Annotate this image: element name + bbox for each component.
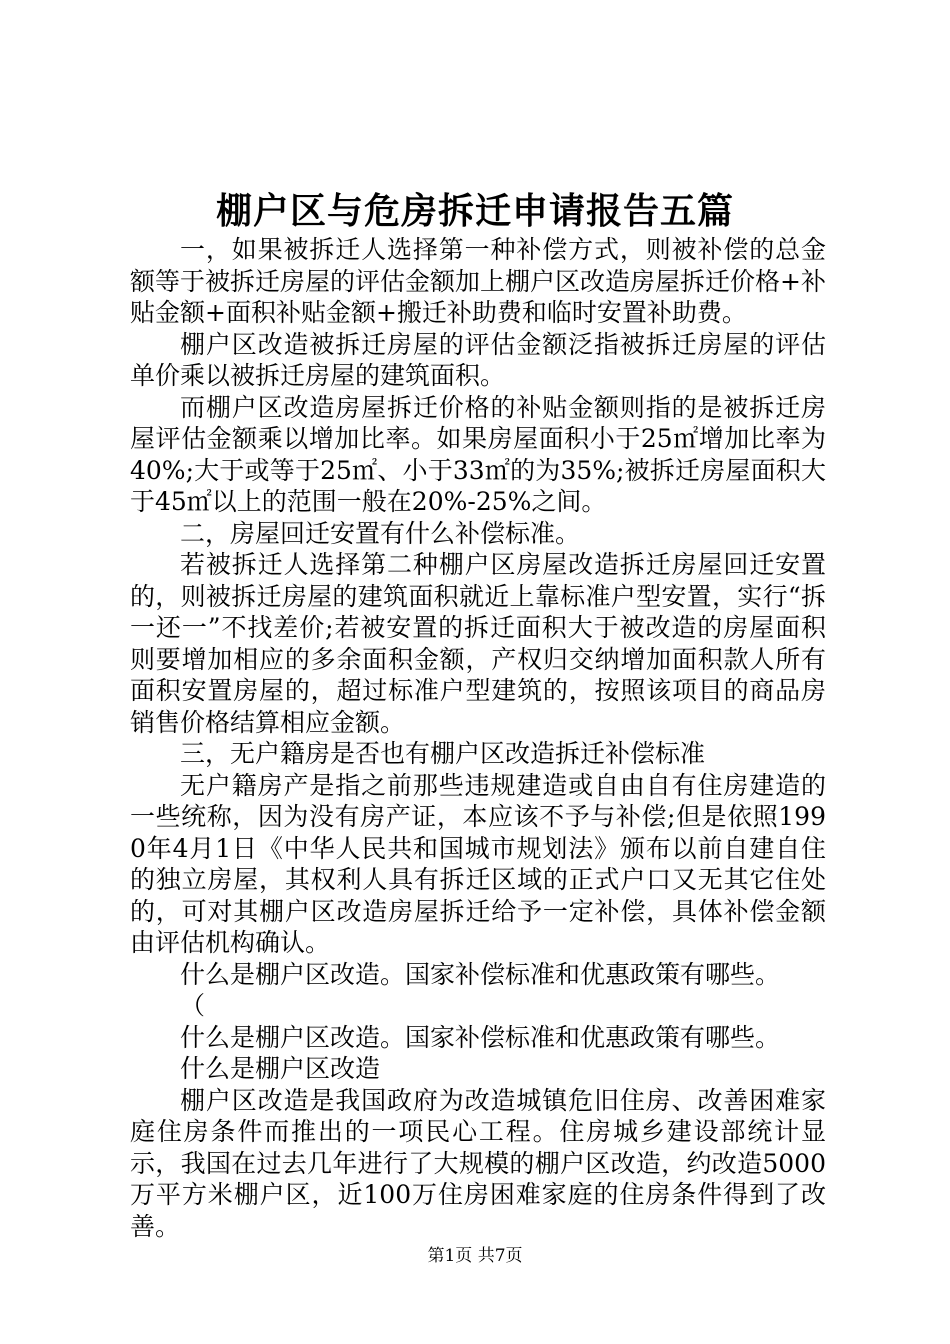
document-body — [130, 234, 826, 1242]
paragraph: 若被拆迁人选择第二种棚户区房屋改造拆迁房屋回迁安置的，则被拆迁房屋的建筑面积就近上靠标准户型安置，实行“拆一还一”不找差价;若被安置的拆迁面积大于被改造的房屋面积则要增加相应的多余面积金额，产权归交纳增加面积款人所有面积安置房屋的，超过标准户型建筑的，按照该项目的商品房销售价格结算相应金额。 — [130, 550, 826, 737]
paragraph: 无户籍房产是指之前那些违规建造或自由自有住房建造的一些统称，因为没有房产证，本应该不予与补偿;但是依照1990年4月1日《中华人民共和国城市规划法》颁布以前自建自住的独立房屋，其权利人具有拆迁区域的正式户口又无其它住处的，可对其棚户区改造房屋拆迁给予一定补偿，具体补偿金额由评估机构确认。 — [130, 770, 826, 957]
paragraph: 什么是棚户区改造。国家补偿标准和优惠政策有哪些。 — [180, 959, 781, 989]
paragraph: 二，房屋回迁安置有什么补偿标准。 — [180, 518, 581, 548]
paragraph: 棚户区改造被拆迁房屋的评估金额泛指被拆迁房屋的评估单价乘以被拆迁房屋的建筑面积。 — [130, 329, 826, 390]
paragraph: 棚户区改造是我国政府为改造城镇危旧住房、改善困难家庭住房条件而推出的一项民心工程。住房城乡建设部统计显示，我国在过去几年进行了大规模的棚户区改造，约改造5000万平方米棚户区，近100万住房困难家庭的住房条件得到了改善。 — [130, 1085, 826, 1241]
paragraph: 什么是棚户区改造。国家补偿标准和优惠政策有哪些。 — [180, 1022, 781, 1052]
paragraph: （ — [180, 991, 206, 1020]
paragraph: 三，无户籍房是否也有棚户区改造拆迁补偿标准 — [180, 739, 706, 768]
document-title: 棚户区与危房拆迁申请报告五篇 — [215, 190, 734, 232]
paragraph: 什么是棚户区改造 — [180, 1054, 381, 1083]
page-footer: 第1页 共7页 — [427, 1246, 523, 1266]
paragraph: 一，如果被拆迁人选择第一种补偿方式，则被补偿的总金额等于被拆迁房屋的评估金额加上棚户区改造房屋拆迁价格+补贴金额+面积补贴金额+搬迁补助费和临时安置补助费。 — [130, 235, 826, 327]
paragraph: 而棚户区改造房屋拆迁价格的补贴金额则指的是被拆迁房屋评估金额乘以增加比率。如果房屋面积小于25㎡增加比率为40%;大于或等于25㎡、小于33㎡的为35%;被拆迁房屋面积大于45㎡以上的范围一般在20%-25%之间。 — [130, 392, 826, 516]
